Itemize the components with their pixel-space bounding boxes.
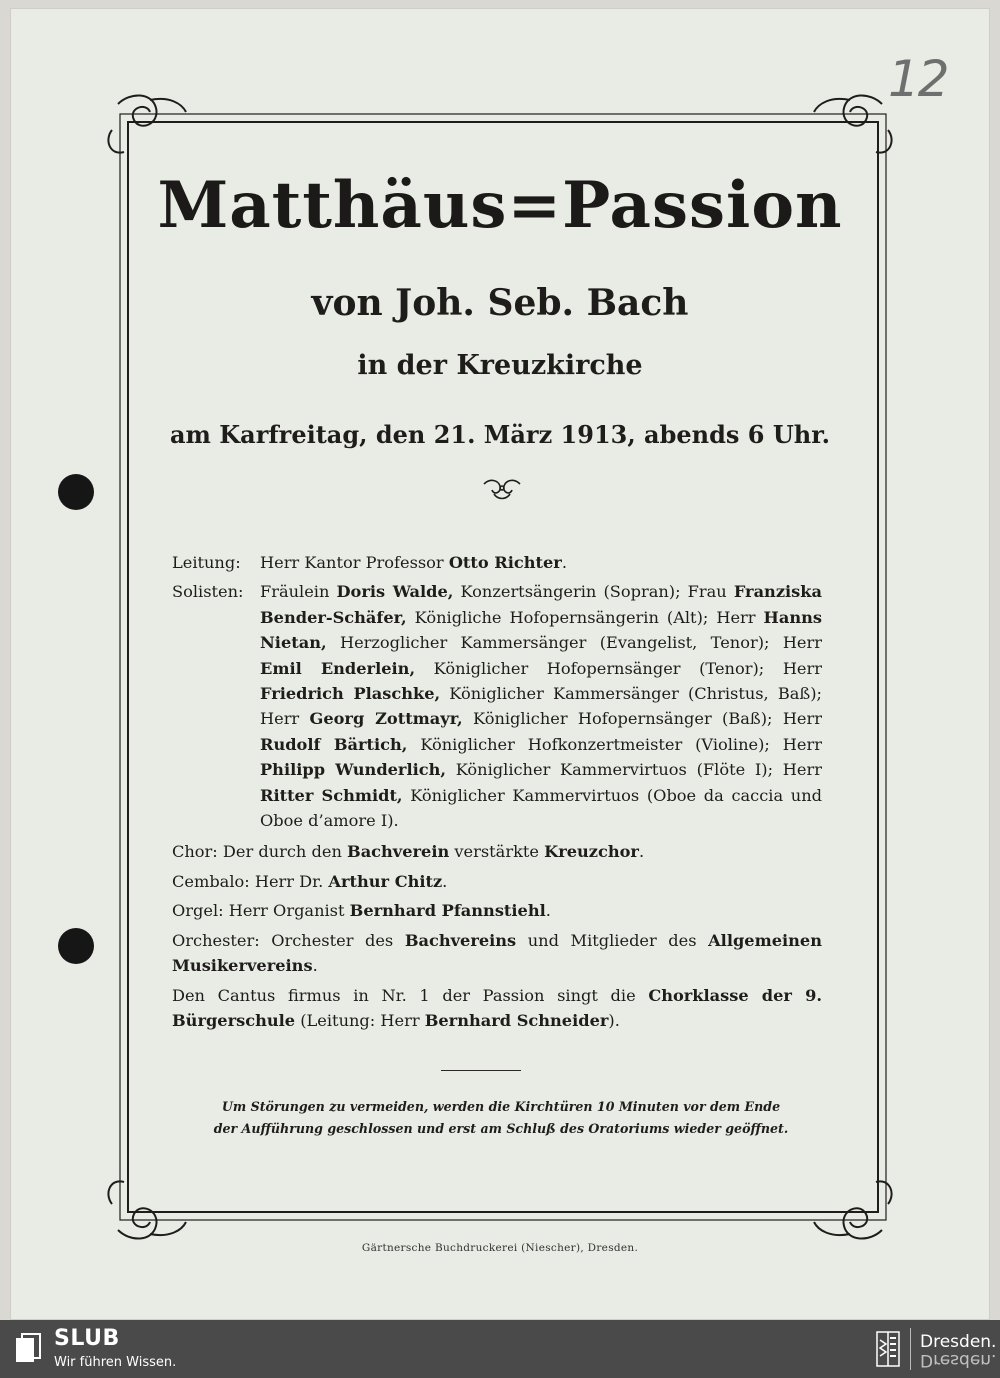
credit-text: . bbox=[442, 871, 448, 891]
credit-text: ). bbox=[608, 1010, 620, 1030]
credit-text: Herr Kantor Professor bbox=[260, 553, 449, 572]
soloist-title: Fräulein bbox=[260, 582, 337, 602]
soloist-role: Königlicher Hofopernsänger (Baß); bbox=[462, 709, 783, 729]
credits-block bbox=[172, 550, 822, 1033]
credit-text: Orchester des bbox=[259, 930, 405, 950]
soloist-name: Ritter Schmidt, bbox=[260, 785, 403, 805]
soloists-list bbox=[260, 579, 822, 833]
credit-label: Solisten: bbox=[172, 582, 244, 602]
audience-notice bbox=[196, 1096, 806, 1140]
credit-leitung bbox=[172, 550, 822, 575]
soloist-role: Königlicher Kammervirtuos (Flöte I); bbox=[446, 760, 783, 780]
fleuron-ornament bbox=[480, 476, 524, 502]
corner-ornament-tr bbox=[814, 95, 892, 152]
program-title: Matthäus=Passion bbox=[157, 168, 843, 243]
soloist-title: Frau bbox=[687, 582, 734, 602]
credit-name: Bachvereins bbox=[404, 930, 517, 950]
program-date: am Karfreitag, den 21. März 1913, abends 6 Uhr. bbox=[170, 420, 830, 449]
soloist-name: Franziska Bender-Schäfer, bbox=[260, 582, 822, 627]
soloist-name: Georg Zottmayr, bbox=[309, 709, 463, 729]
credit-text: . bbox=[312, 956, 318, 976]
credit-label: Orchester: bbox=[172, 930, 260, 950]
soloist-role: Königlicher Kammervirtuos (Oboe da caccia und Oboe d’amore I). bbox=[260, 785, 823, 831]
soloist-name: Doris Walde, bbox=[336, 582, 454, 602]
soloist-title: Herr bbox=[782, 760, 822, 780]
credit-label: Chor: bbox=[172, 842, 218, 862]
soloist-title: Herr bbox=[782, 709, 822, 729]
soloist-name: Emil Enderlein, bbox=[260, 658, 416, 678]
credit-name: Chorklasse der 9. Bürgerschule bbox=[172, 985, 822, 1030]
section-divider bbox=[441, 1070, 521, 1071]
credit-cantus-firmus bbox=[172, 983, 822, 1034]
credit-text: und Mitglieder des bbox=[516, 930, 709, 950]
credit-name: Arthur Chitz bbox=[328, 871, 443, 891]
soloist-name: Hanns Nietan, bbox=[260, 607, 822, 653]
soloist-entry bbox=[260, 709, 783, 728]
library-name[interactable]: SLUB bbox=[54, 1326, 120, 1351]
credit-text: Herr Dr. bbox=[249, 871, 329, 891]
credit-chor bbox=[172, 839, 822, 864]
soloist-title: Herr bbox=[716, 607, 764, 627]
credit-text: Der durch den bbox=[217, 842, 348, 862]
soloist-role: Königlicher Kammersänger (Christus, Baß); bbox=[440, 684, 822, 704]
notice-line: Um Störungen zu vermeiden, werden die Kirchtüren 10 Minuten vor dem Ende bbox=[221, 1099, 781, 1114]
soloist-title: Herr bbox=[260, 709, 310, 729]
program-location: in der Kreuzkirche bbox=[357, 350, 643, 381]
soloist-name: Rudolf Bärtich, bbox=[260, 734, 408, 754]
soloist-role: Konzertsängerin (Sopran); bbox=[453, 582, 688, 602]
credit-label: Leitung: bbox=[172, 553, 241, 572]
credit-text: Herr Organist bbox=[223, 901, 350, 921]
soloist-entry bbox=[260, 582, 688, 601]
credit-text: verstärkte bbox=[449, 842, 545, 862]
credit-orgel bbox=[172, 898, 822, 923]
dresden-crest-icon bbox=[876, 1330, 900, 1368]
credit-name: Bernhard Schneider bbox=[424, 1010, 609, 1030]
credit-label: Orgel: bbox=[172, 901, 224, 921]
soloist-name: Philipp Wunderlich, bbox=[260, 760, 447, 780]
soloist-name: Friedrich Plaschke, bbox=[260, 684, 441, 704]
credit-text: . bbox=[638, 842, 645, 862]
corner-ornament-br bbox=[814, 1181, 892, 1238]
credit-name: Allgemeinen Musikervereins bbox=[172, 930, 822, 976]
credit-name: Bachverein bbox=[347, 842, 450, 862]
credit-text: . bbox=[545, 901, 551, 921]
soloist-role: Königlicher Hofopernsänger (Tenor); bbox=[415, 658, 783, 678]
city-brand[interactable]: Dresden. bbox=[920, 1332, 997, 1352]
soloist-title: Herr bbox=[782, 734, 822, 754]
handwritten-page-number: 12 bbox=[888, 50, 948, 108]
soloist-role: Königlicher Hofkonzertmeister (Violine); bbox=[407, 734, 783, 754]
credit-name: Kreuzchor bbox=[544, 842, 639, 862]
city-brand-mirror: Dresden. bbox=[920, 1350, 997, 1370]
library-tagline: Wir führen Wissen. bbox=[54, 1355, 177, 1370]
notice-line: der Aufführung geschlossen und erst am Schluß des Oratoriums wieder geöffnet. bbox=[213, 1121, 789, 1136]
credit-text: (Leitung: Herr bbox=[295, 1010, 425, 1030]
program-subtitle: von Joh. Seb. Bach bbox=[311, 282, 689, 324]
soloist-role: Königliche Hofopernsängerin (Alt); bbox=[406, 607, 717, 627]
soloist-role: Herzoglicher Kammersänger (Evangelist, Tenor); bbox=[326, 633, 783, 653]
credit-orchester bbox=[172, 928, 822, 979]
slub-logo-icon[interactable] bbox=[14, 1332, 42, 1364]
soloist-title: Herr bbox=[782, 658, 822, 678]
credit-cembalo bbox=[172, 869, 822, 894]
library-footer-bar bbox=[0, 1320, 1000, 1378]
credit-text: Den Cantus firmus in Nr. 1 der Passion singt die bbox=[172, 985, 649, 1005]
credit-name: Bernhard Pfannstiehl bbox=[349, 901, 546, 921]
credit-solisten bbox=[172, 579, 822, 833]
credit-text: . bbox=[561, 553, 567, 572]
printer-imprint: Gärtnersche Buchdruckerei (Niescher), Dresden. bbox=[361, 1242, 639, 1254]
credit-label: Cembalo: bbox=[172, 871, 250, 891]
footer-divider bbox=[910, 1328, 911, 1370]
credit-name: Otto Richter bbox=[448, 553, 562, 572]
soloist-title: Herr bbox=[782, 633, 822, 653]
